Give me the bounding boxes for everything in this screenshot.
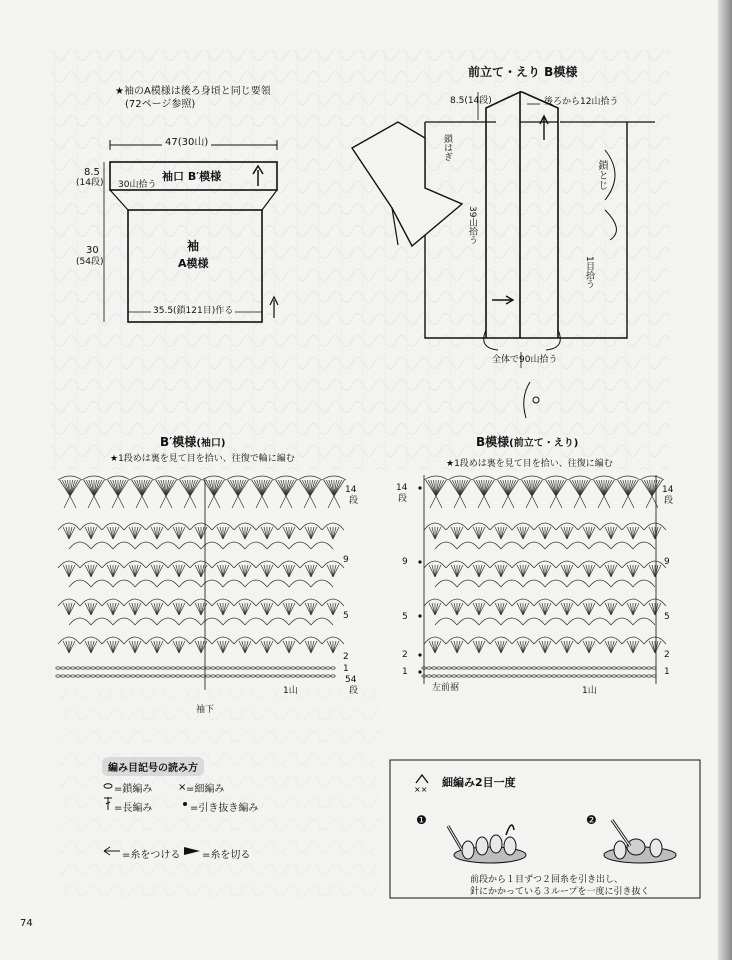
sleeve-pattern-label: A模様 xyxy=(178,257,209,270)
chart-right-title-sub: (前立て・えり) xyxy=(509,438,579,449)
right-row-14-right: 14 xyxy=(662,485,674,495)
technique-step-1: ❶ xyxy=(416,813,427,827)
right-row-14-right-unit: 段 xyxy=(664,496,674,506)
total-pickup-label: 全体で90山拾う xyxy=(492,355,558,365)
left-row-54-unit: 段 xyxy=(349,686,359,696)
right-pickup-label: 1目拾う xyxy=(584,256,594,289)
chain-close-label: 鎖とじ xyxy=(596,160,607,190)
right-row-14-left: 14 xyxy=(396,483,408,493)
sleeve-width-label: 47(30山) xyxy=(162,138,211,148)
right-row-9-left: 9 xyxy=(402,557,408,567)
svg-text:××: ×× xyxy=(414,785,428,794)
front-diagram-title: 前立て・えり B模様 xyxy=(468,65,578,79)
technique-step-2: ❷ xyxy=(586,813,597,827)
right-row-1-right: 1 xyxy=(664,667,670,677)
left-row-1: 1 xyxy=(343,664,349,674)
right-row-2-right: 2 xyxy=(664,650,670,660)
single-crochet-icon: × xyxy=(178,782,187,793)
front-height-label: 8.5(14段) xyxy=(450,96,492,106)
technique-desc-2: 針にかかっている３ループを一度に引き抜く xyxy=(470,887,650,897)
legend-slip: =引き抜き編み xyxy=(190,803,259,814)
technique-title: 細編み2目一度 xyxy=(442,776,516,789)
left-row-14-unit: 段 xyxy=(349,496,359,506)
legend-title: 編み目記号の読み方 xyxy=(102,757,204,776)
legend-join: =糸をつける xyxy=(122,850,181,861)
page-number: 74 xyxy=(20,918,33,929)
chart-left-title-sub: (袖口) xyxy=(196,438,226,449)
left-row-9: 9 xyxy=(343,555,349,565)
cuff-rows-label: (14段) xyxy=(76,178,104,188)
right-row-9-right: 9 xyxy=(664,557,670,567)
right-row-1-left: 1 xyxy=(402,667,408,677)
right-row-2-left: 2 xyxy=(402,650,408,660)
back-pickup-label: 後ろから12山拾う xyxy=(544,97,619,107)
sleeve-bottom-label: 35.5(鎖121目)作る xyxy=(153,306,234,316)
legend-double: =長編み xyxy=(114,803,153,814)
cuff-title: 袖口 B′模様 xyxy=(162,170,222,183)
left-row-5: 5 xyxy=(343,611,349,621)
chart-right-note: ★1段めは裏を見て目を拾い、往復に編む xyxy=(446,459,613,469)
sleeve-title: 袖 xyxy=(187,239,200,253)
underarm-label: 袖下 xyxy=(196,705,215,715)
left-row-54: 54 xyxy=(345,675,357,685)
sc2tog-icon xyxy=(416,775,428,783)
left-pickup-label: 39山拾う xyxy=(467,206,477,245)
technique-desc-1: 前段から１目ずつ２回糸を引き出し、 xyxy=(470,875,624,885)
technique-illustration-1 xyxy=(448,825,526,863)
left-row-2: 2 xyxy=(343,652,349,662)
cuff-pickup-label: 30山拾う xyxy=(118,180,157,190)
left-row-14: 14 xyxy=(345,485,357,495)
sleeve-rows-label: (54段) xyxy=(76,257,104,267)
chart-right-title-main: B模様 xyxy=(476,435,510,449)
legend-chain: =鎖編み xyxy=(114,784,153,795)
sleeve-note-ref: (72ページ参照) xyxy=(125,99,196,110)
legend-cut: =糸を切る xyxy=(202,850,251,861)
right-repeat-label: 1山 xyxy=(582,686,597,696)
left-repeat-label: 1山 xyxy=(283,686,298,696)
chain-join-label: 鎖はぎ xyxy=(442,134,452,161)
right-row-5-left: 5 xyxy=(402,612,408,622)
cuff-height-label: 8.5 xyxy=(84,167,100,178)
technique-illustration-2 xyxy=(604,820,676,863)
right-row-5-right: 5 xyxy=(664,612,670,622)
chart-left-title-main: B′模様 xyxy=(160,435,197,449)
sleeve-note: ★袖のA模様は後ろ身頃と同じ要領 xyxy=(115,86,271,97)
right-row-14-left-unit: 段 xyxy=(398,494,408,504)
legend-single: =細編み xyxy=(186,784,225,795)
left-front-hem-label: 左前裾 xyxy=(432,683,460,693)
chart-left-note: ★1段めは裏を見て目を拾い、往復で輪に編む xyxy=(110,454,295,464)
sleeve-height-label: 30 xyxy=(86,245,99,256)
book-binding-edge xyxy=(718,0,732,960)
